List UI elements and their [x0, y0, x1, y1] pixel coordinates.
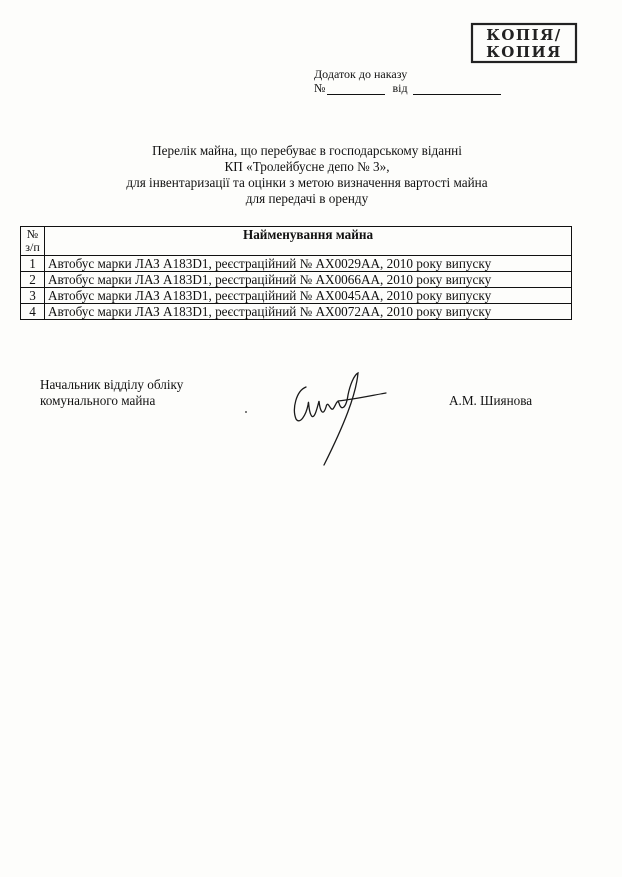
stamp-line-2: КОПИЯ	[486, 43, 562, 61]
row-name: Автобус марки ЛАЗ А183D1, реєстраційний № АХ0072АА, 2010 року випуску	[45, 304, 572, 320]
column-header-name: Найменування майна	[45, 227, 572, 256]
annex-number-label: №	[314, 81, 326, 95]
table-row	[21, 272, 572, 288]
column-header-number-line2: з/п	[25, 240, 40, 254]
table-header-row	[21, 227, 572, 256]
stamp-line-1: КОПІЯ/	[486, 26, 562, 44]
copy-stamp	[470, 22, 578, 64]
row-number: 3	[21, 288, 45, 304]
annex-title: Додаток до наказу	[314, 67, 408, 81]
signatory-position-line2: комунального майна	[40, 393, 156, 408]
document-heading	[20, 143, 594, 207]
annex-date-label: від	[392, 81, 408, 95]
annex-number-blank	[327, 83, 385, 95]
table-row	[21, 288, 572, 304]
handwritten-signature	[284, 365, 388, 469]
signatory-position-line1: Начальник відділу обліку	[40, 377, 184, 392]
row-name: Автобус марки ЛАЗ А183D1, реєстраційний № АХ0045АА, 2010 року випуску	[45, 288, 572, 304]
row-name: Автобус марки ЛАЗ А183D1, реєстраційний № АХ0066АА, 2010 року випуску	[45, 272, 572, 288]
annex-block	[314, 67, 501, 95]
annex-date-blank	[413, 83, 501, 95]
heading-line-2: КП «Тролейбусне депо № 3»,	[224, 159, 390, 174]
signatory-name: А.М. Шиянова	[449, 393, 533, 408]
heading-line-1: Перелік майна, що перебуває в господарському віданні	[152, 143, 462, 158]
column-header-number-line1: №	[26, 227, 39, 241]
heading-line-3: для інвентаризації та оцінки з метою визначення вартості майна	[126, 175, 488, 190]
row-number: 2	[21, 272, 45, 288]
row-number: 4	[21, 304, 45, 320]
heading-line-4: для передачі в оренду	[245, 191, 369, 206]
speck	[245, 411, 247, 413]
assets-table	[20, 226, 572, 320]
signatory-position	[40, 377, 183, 409]
row-name: Автобус марки ЛАЗ А183D1, реєстраційний № АХ0029АА, 2010 року випуску	[45, 256, 572, 272]
table-row	[21, 304, 572, 320]
row-number: 1	[21, 256, 45, 272]
table-row	[21, 256, 572, 272]
column-header-number	[21, 227, 45, 256]
